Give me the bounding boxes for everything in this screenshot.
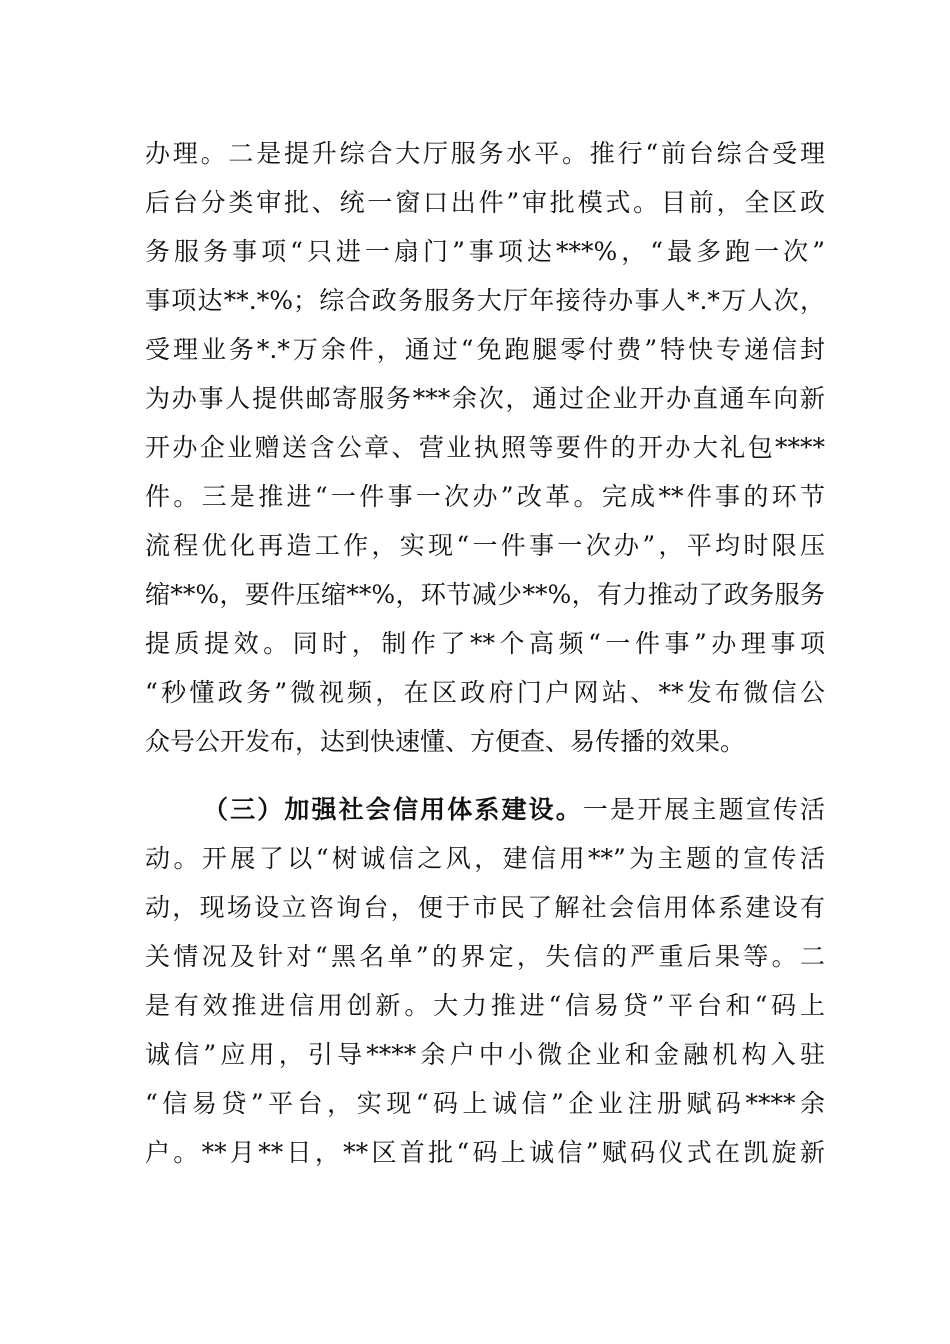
section-heading: （三）加强社会信用体系建设。 xyxy=(203,795,583,824)
heading-line-text: 一是开展主题宣传活 xyxy=(582,795,825,824)
paragraph-line: 关情况及针对“黑名单”的界定，失信的严重后果等。二 xyxy=(145,942,825,971)
paragraph-line: “信易贷”平台，实现“码上诚信”企业注册赋码****余 xyxy=(145,1089,825,1118)
paragraph-line: 诚信”应用，引导****余户中小微企业和金融机构入驻 xyxy=(145,1040,825,1069)
paragraph-line: 为办事人提供邮寄服务***余次，通过企业开办直通车向新 xyxy=(145,384,825,413)
paragraph-line: 提质提效。同时，制作了**个高频“一件事”办理事项 xyxy=(145,629,825,658)
paragraph-line: 务服务事项“只进一扇门”事项达***%，“最多跑一次” xyxy=(145,237,825,266)
paragraph-line: 受理业务*.*万余件，通过“免跑腿零付费”特快专递信封 xyxy=(145,335,825,364)
paragraph-line: 后台分类审批、统一窗口出件”审批模式。目前，全区政 xyxy=(145,188,825,217)
paragraph-line: 户。**月**日，**区首批“码上诚信”赋码仪式在凯旋新 xyxy=(145,1138,825,1167)
paragraph-line: 开办企业赠送含公章、营业执照等要件的开办大礼包**** xyxy=(145,433,825,462)
paragraph-line: 缩**%，要件压缩**%，环节减少**%，有力推动了政务服务 xyxy=(145,580,825,609)
paragraph-line: 事项达**.*%；综合政务服务大厅年接待办事人*.*万人次， xyxy=(145,286,825,315)
paragraph-line: 是有效推进信用创新。大力推进“信易贷”平台和“码上 xyxy=(145,991,825,1020)
paragraph-line: “秒懂政务”微视频，在区政府门户网站、**发布微信公 xyxy=(145,678,825,707)
paragraph-line: 流程优化再造工作，实现“一件事一次办”，平均时限压 xyxy=(145,531,825,560)
paragraph-line: 众号公开发布，达到快速懂、方便查、易传播的效果。 xyxy=(145,727,746,756)
paragraph-line: 动，现场设立咨询台，便于市民了解社会信用体系建设有 xyxy=(145,893,825,922)
paragraph-line: 件。三是推进“一件事一次办”改革。完成**件事的环节 xyxy=(145,482,825,511)
paragraph-line: 动。开展了以“树诚信之风，建信用**”为主题的宣传活 xyxy=(145,844,825,873)
section-heading-line xyxy=(203,785,825,834)
paragraph-line: 办理。二是提升综合大厅服务水平。推行“前台综合受理 xyxy=(145,139,825,168)
